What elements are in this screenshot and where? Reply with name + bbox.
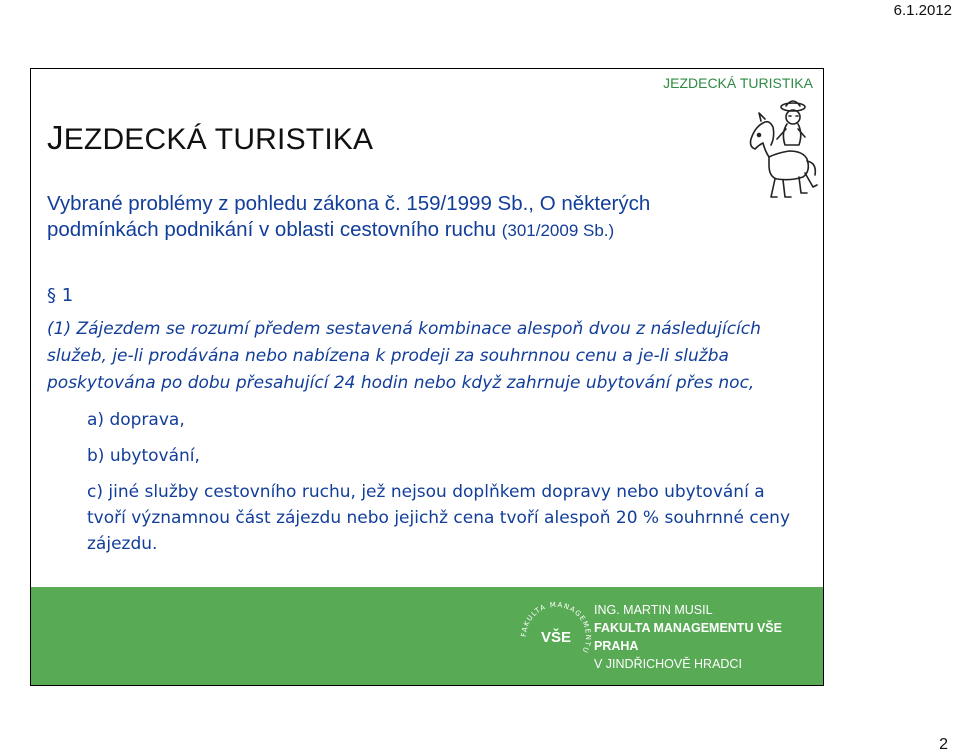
law-text bbox=[47, 285, 807, 557]
page-number: 2 bbox=[939, 736, 948, 753]
slide bbox=[30, 68, 824, 686]
subtitle-main: Vybrané problémy z pohledu zákona č. 159/1999 Sb., O některých podmínkách podnikání v oblasti cestovního ruchu bbox=[47, 192, 651, 241]
brand-label: JEZDECKÁ TURISTIKA bbox=[663, 75, 813, 91]
paragraph-text: (1) Zájezdem se rozumí předem sestavená kombinace alespoň dvou z následujících služeb, je-li prodávána nebo nabízena k prodeji za souhrnnou cenu a je-li služba poskytována po dobu přesahující 24 hodin nebo když zahrnuje ubytování přes noc, bbox=[47, 319, 761, 393]
vse-faculty-logo bbox=[516, 597, 596, 677]
title-rest: EZDECKÁ TURISTIKA bbox=[63, 123, 374, 156]
footer-text bbox=[594, 601, 823, 673]
footer-faculty: FAKULTA MANAGEMENTU VŠE PRAHA bbox=[594, 621, 782, 653]
list-item-c: c) jiné služby cestovního ruchu, jež nejsou doplňkem dopravy nebo ubytování a tvoří významnou část zájezdu nebo jejichž cena tvoří alespoň 20 % souhrnné ceny zájezdu. bbox=[87, 482, 791, 554]
footer-band bbox=[31, 587, 823, 685]
slide-subtitle bbox=[47, 191, 767, 244]
logo-mark: VŠE bbox=[540, 629, 572, 646]
logo-ring-text: FAKULTA MANAGEMENTU bbox=[519, 600, 593, 655]
svg-text:FAKULTA MANAGEMENTU bbox=[520, 601, 592, 655]
page-date: 6.1.2012 bbox=[893, 2, 952, 19]
footer-location: V JINDŘICHOVĚ HRADCI bbox=[594, 657, 742, 671]
horse-rider-mascot-icon bbox=[741, 93, 819, 205]
list-item-a: a) doprava, bbox=[87, 410, 185, 430]
slide-title bbox=[47, 119, 373, 157]
list-item-b: b) ubytování, bbox=[87, 446, 200, 466]
paragraph-mark: § 1 bbox=[47, 285, 74, 306]
title-initial: J bbox=[47, 119, 64, 156]
footer-author: ING. MARTIN MUSIL bbox=[594, 603, 713, 617]
subtitle-year: (301/2009 Sb.) bbox=[501, 221, 615, 240]
